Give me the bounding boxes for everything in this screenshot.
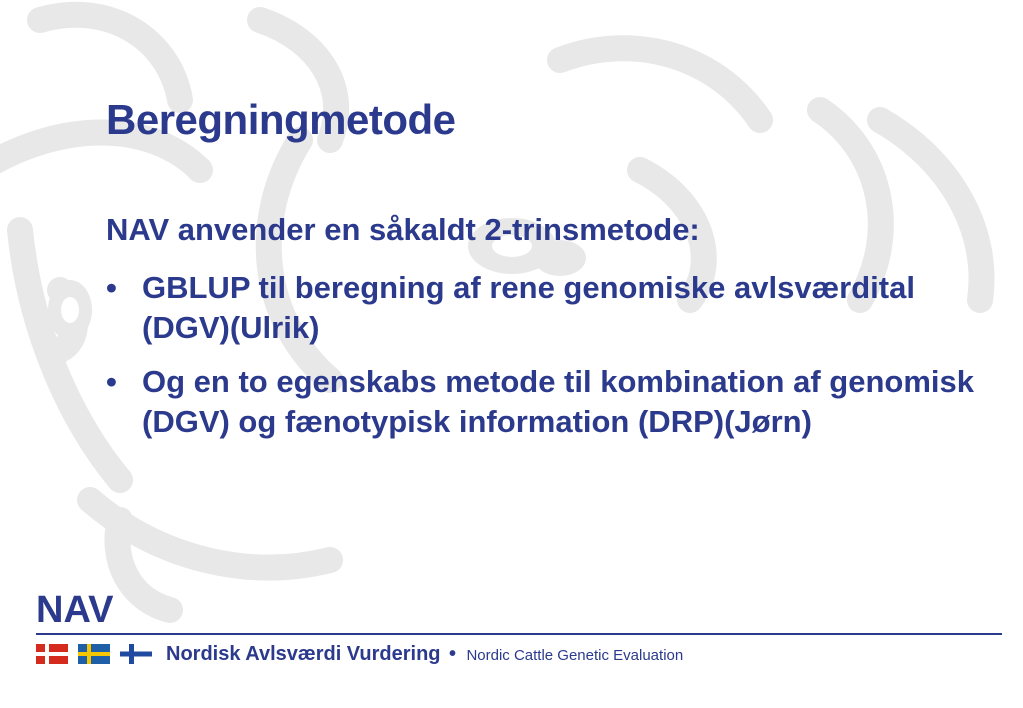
bullet-marker: • <box>106 364 117 399</box>
bullet-marker: • <box>106 270 117 305</box>
slide-title: Beregningmetode <box>106 96 456 143</box>
footer-main-text: Nordisk Avlsværdi Vurdering <box>166 643 441 665</box>
nav-logo <box>36 588 136 628</box>
bullet-item <box>106 362 986 442</box>
sweden-flag-icon <box>78 644 110 664</box>
footer-caption <box>166 643 683 666</box>
bullet-text: Og en to egenskabs metode til kombination af genomisk (DGV) og fænotypisk information (DRP)(Jørn) <box>142 364 974 439</box>
bullet-list <box>106 268 986 456</box>
footer-sub-text: Nordic Cattle Genetic Evaluation <box>466 647 684 664</box>
lead-sentence: NAV anvender en såkaldt 2-trinsmetode: <box>106 212 700 247</box>
denmark-flag-icon <box>36 644 68 664</box>
bullet-text: GBLUP til beregning af rene genomiske avlsværdital (DGV)(Ulrik) <box>142 270 915 345</box>
bullet-item <box>106 268 986 348</box>
footer-separator: • <box>448 643 456 665</box>
finland-flag-icon <box>120 644 152 664</box>
nav-logo-text: NAV <box>36 589 114 628</box>
footer-divider <box>36 633 1002 635</box>
